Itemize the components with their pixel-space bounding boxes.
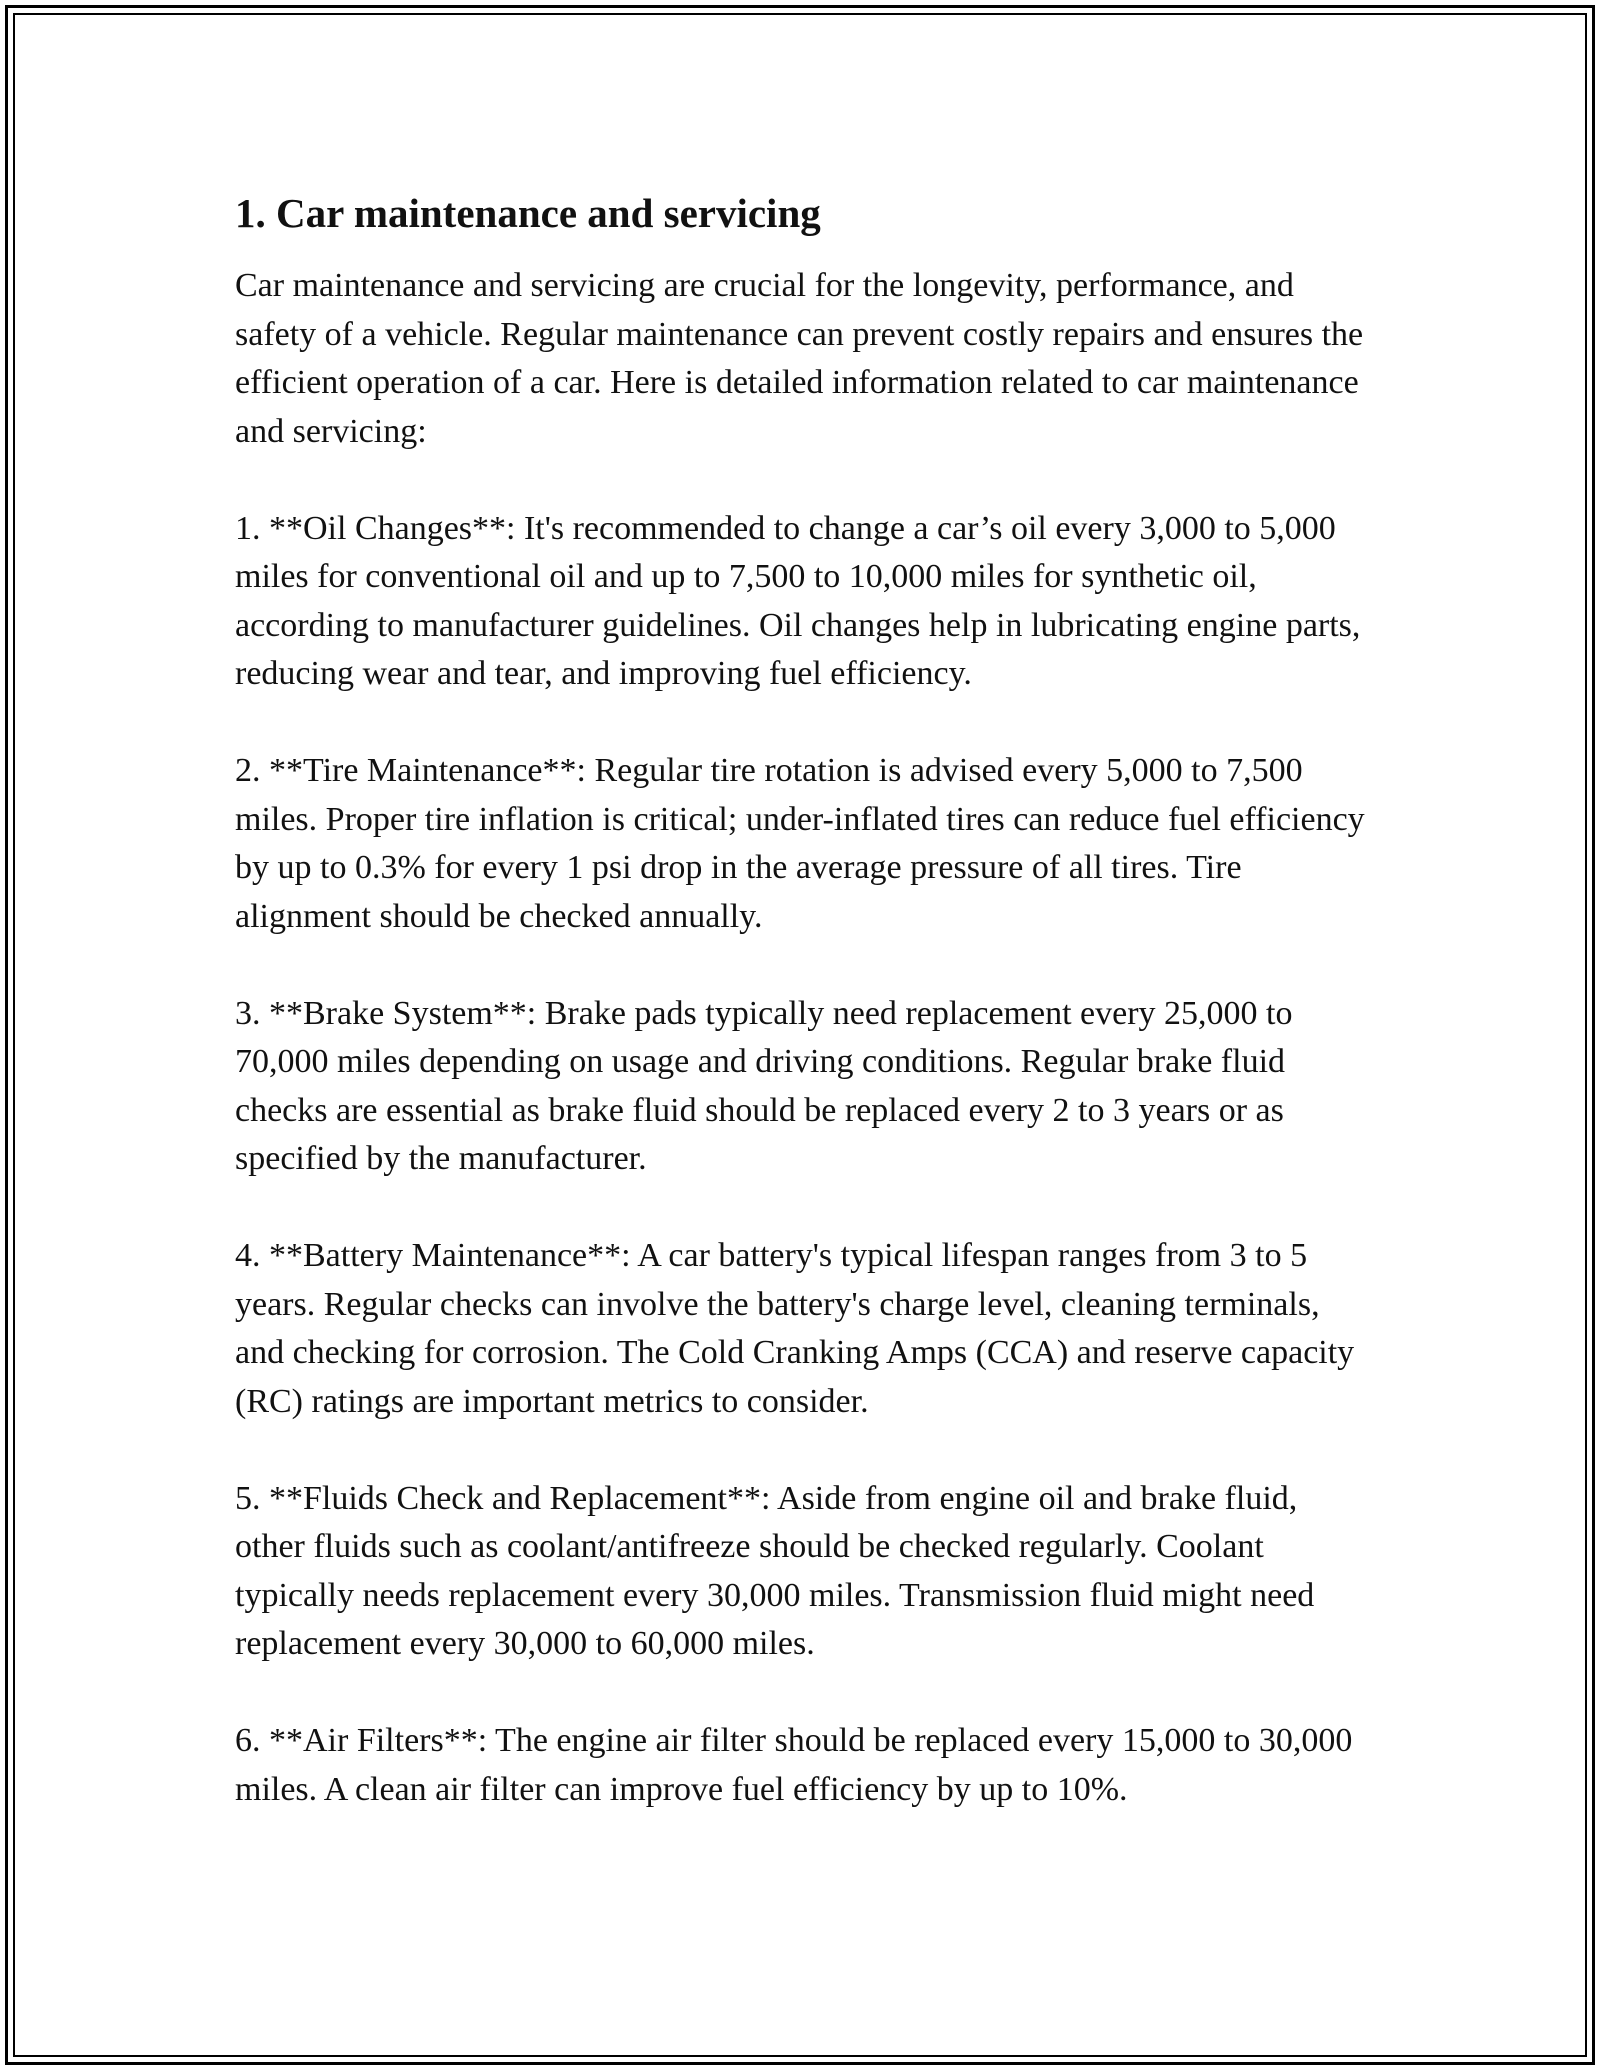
air-filters-paragraph: 6. **Air Filters**: The engine air filter should be replaced every 15,000 to 30,000 miles. A clean air filter can improve fuel efficiency by up to 10%. xyxy=(235,1722,1353,1808)
intro-paragraph: Car maintenance and servicing are crucial for the longevity, performance, and safety of a vehicle. Regular maintenance can prevent costly repairs and ensures the efficient operation of a car. Here is detailed information related to car maintenance and servicing: xyxy=(235,267,1364,450)
brake-system-paragraph: 3. **Brake System**: Brake pads typically need replacement every 25,000 to 70,000 miles depending on usage and driving conditions. Regular brake fluid checks are essential as brake fluid should be replaced every 2 to 3 years or as specified by the manufacturer. xyxy=(235,994,1293,1177)
battery-maintenance-paragraph: 4. **Battery Maintenance**: A car battery's typical lifespan ranges from 3 to 5 years. Regular checks can involve the battery's charge level, cleaning terminals, and checking for corrosion. The Cold Cranking Amps (CCA) and reserve capacity (RC) ratings are important metrics to consider. xyxy=(235,1237,1355,1420)
fluids-paragraph: 5. **Fluids Check and Replacement**: Aside from engine oil and brake fluid, other fluids such as coolant/antifreeze should be checked regularly. Coolant typically needs replacement every 30,000 miles. Transmission fluid might need replacement every 30,000 to 60,000 miles. xyxy=(235,1479,1315,1662)
document-title: 1. Car maintenance and servicing xyxy=(235,190,821,236)
document-body xyxy=(235,186,1370,1814)
oil-changes-paragraph: 1. **Oil Changes**: It's recommended to change a car’s oil every 3,000 to 5,000 miles for conventional oil and up to 7,500 to 10,000 miles for synthetic oil, according to manufacturer guidelines. Oil changes help in lubricating engine parts, reducing wear and tear, and improving fuel efficiency. xyxy=(235,509,1361,692)
tire-maintenance-paragraph: 2. **Tire Maintenance**: Regular tire rotation is advised every 5,000 to 7,500 miles. Proper tire inflation is critical; under-inflated tires can reduce fuel efficiency by up to 0.3% for every 1 psi drop in the average pressure of all tires. Tire alignment should be checked annually. xyxy=(235,752,1365,935)
